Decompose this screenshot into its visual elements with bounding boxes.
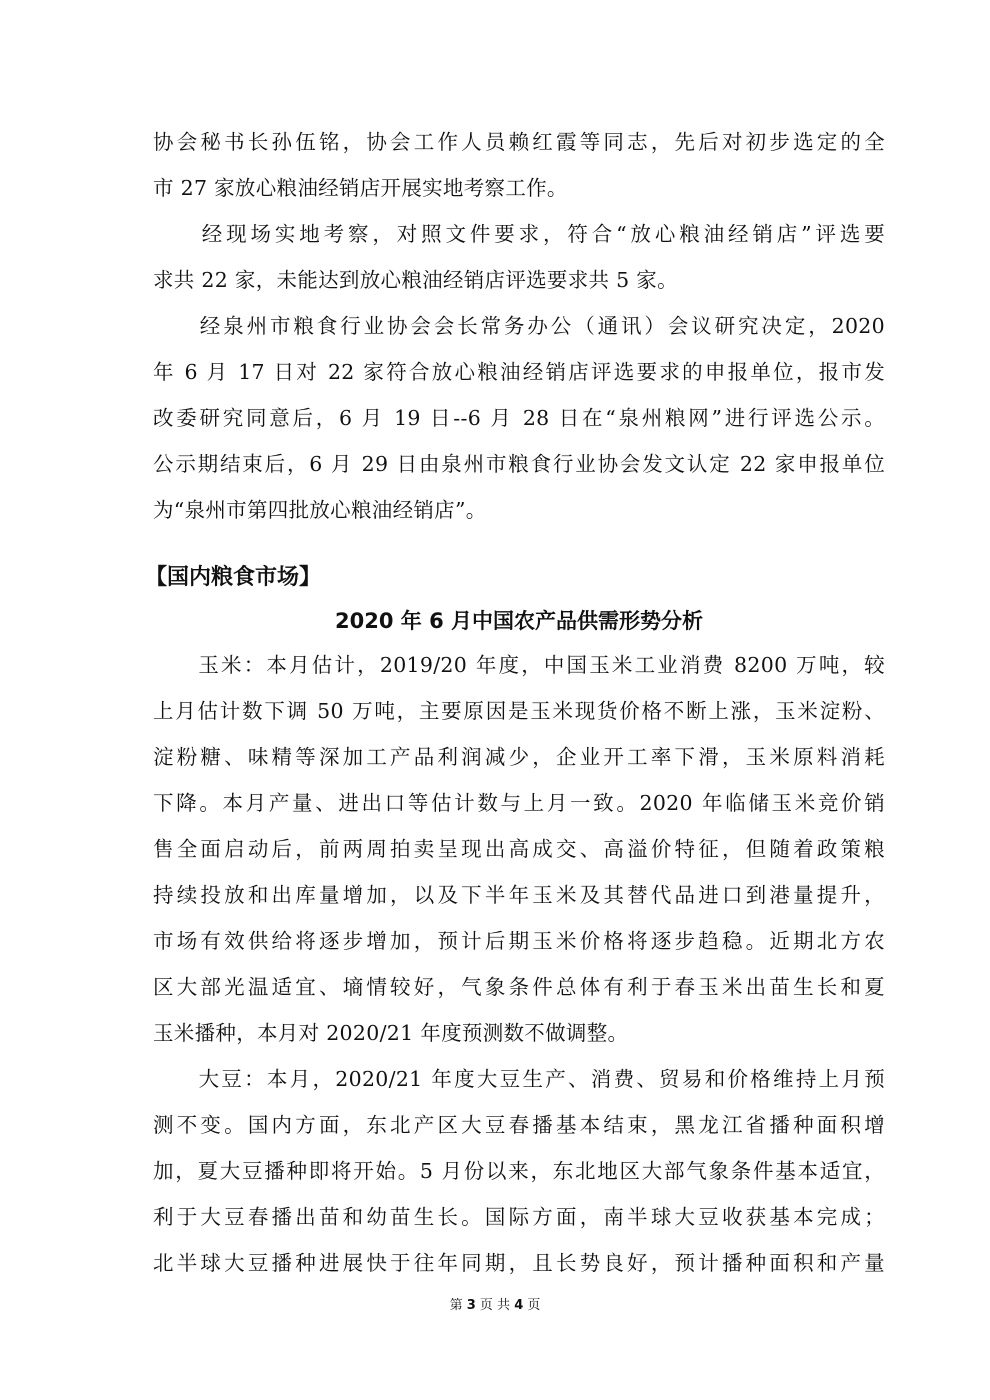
total-page-number: 4: [514, 1298, 524, 1313]
footer-middle: 页 共: [479, 1298, 511, 1313]
text-line: 玉米播种，本月对 2020/21 年度预测数不做调整。: [153, 1021, 629, 1045]
text-line: 求共 22 家，未能达到放心粮油经销店评选要求共 5 家。: [153, 268, 678, 292]
footer-prefix: 第: [449, 1298, 463, 1313]
text-line: 协会秘书长孙伍铭，协会工作人员赖红霞等同志，先后对初步选定的全: [153, 130, 885, 154]
text-line: 玉米：本月估计，2019/20 年度，中国玉米工业消费 8200 万吨，较: [153, 653, 885, 677]
text-line: 大豆：本月，2020/21 年度大豆生产、消费、贸易和价格维持上月预: [153, 1067, 885, 1091]
footer-suffix: 页: [527, 1298, 541, 1313]
text-line: 区大部光温适宜、墒情较好，气象条件总体有利于春玉米出苗生长和夏: [153, 975, 885, 999]
section-heading: 【国内粮食市场】: [145, 565, 322, 590]
text-line: 市 27 家放心粮油经销店开展实地考察工作。: [153, 176, 568, 200]
text-line: 北半球大豆播种进展快于往年同期，且长势良好，预计播种面积和产量: [153, 1251, 885, 1275]
text-line: 加，夏大豆播种即将开始。5 月份以来，东北地区大部气象条件基本适宜，: [153, 1159, 885, 1183]
text-line: 市场有效供给将逐步增加，预计后期玉米价格将逐步趋稳。近期北方农: [153, 929, 885, 953]
article-title: 2020 年 6 月中国农产品供需形势分析: [335, 609, 703, 633]
page-footer: [0, 1296, 990, 1316]
text-line: 淀粉糖、味精等深加工产品利润减少，企业开工率下滑，玉米原料消耗: [153, 745, 885, 769]
text-line: 利于大豆春播出苗和幼苗生长。国际方面，南半球大豆收获基本完成；: [153, 1205, 885, 1229]
text-line: 改委研究同意后，6 月 19 日--6 月 28 日在“泉州粮网”进行评选公示。: [153, 406, 885, 430]
text-line: 上月估计数下调 50 万吨，主要原因是玉米现货价格不断上涨，玉米淀粉、: [153, 699, 885, 723]
text-line: 下降。本月产量、进出口等估计数与上月一致。2020 年临储玉米竞价销: [153, 791, 885, 815]
text-line: 测不变。国内方面，东北产区大豆春播基本结束，黑龙江省播种面积增: [153, 1113, 885, 1137]
text-line: 公示期结束后，6 月 29 日由泉州市粮食行业协会发文认定 22 家申报单位: [153, 452, 885, 476]
text-line: 经泉州市粮食行业协会会长常务办公（通讯）会议研究决定，2020: [153, 314, 885, 338]
current-page-number: 3: [466, 1298, 476, 1313]
text-line: 年 6 月 17 日对 22 家符合放心粮油经销店评选要求的申报单位，报市发: [153, 360, 885, 384]
text-line: 经现场实地考察，对照文件要求，符合“放心粮油经销店”评选要: [153, 222, 885, 246]
text-line: 持续投放和出库量增加，以及下半年玉米及其替代品进口到港量提升，: [153, 883, 885, 907]
text-line: 售全面启动后，前两周拍卖呈现出高成交、高溢价特征，但随着政策粮: [153, 837, 885, 861]
text-line: 为“泉州市第四批放心粮油经销店”。: [153, 498, 487, 522]
